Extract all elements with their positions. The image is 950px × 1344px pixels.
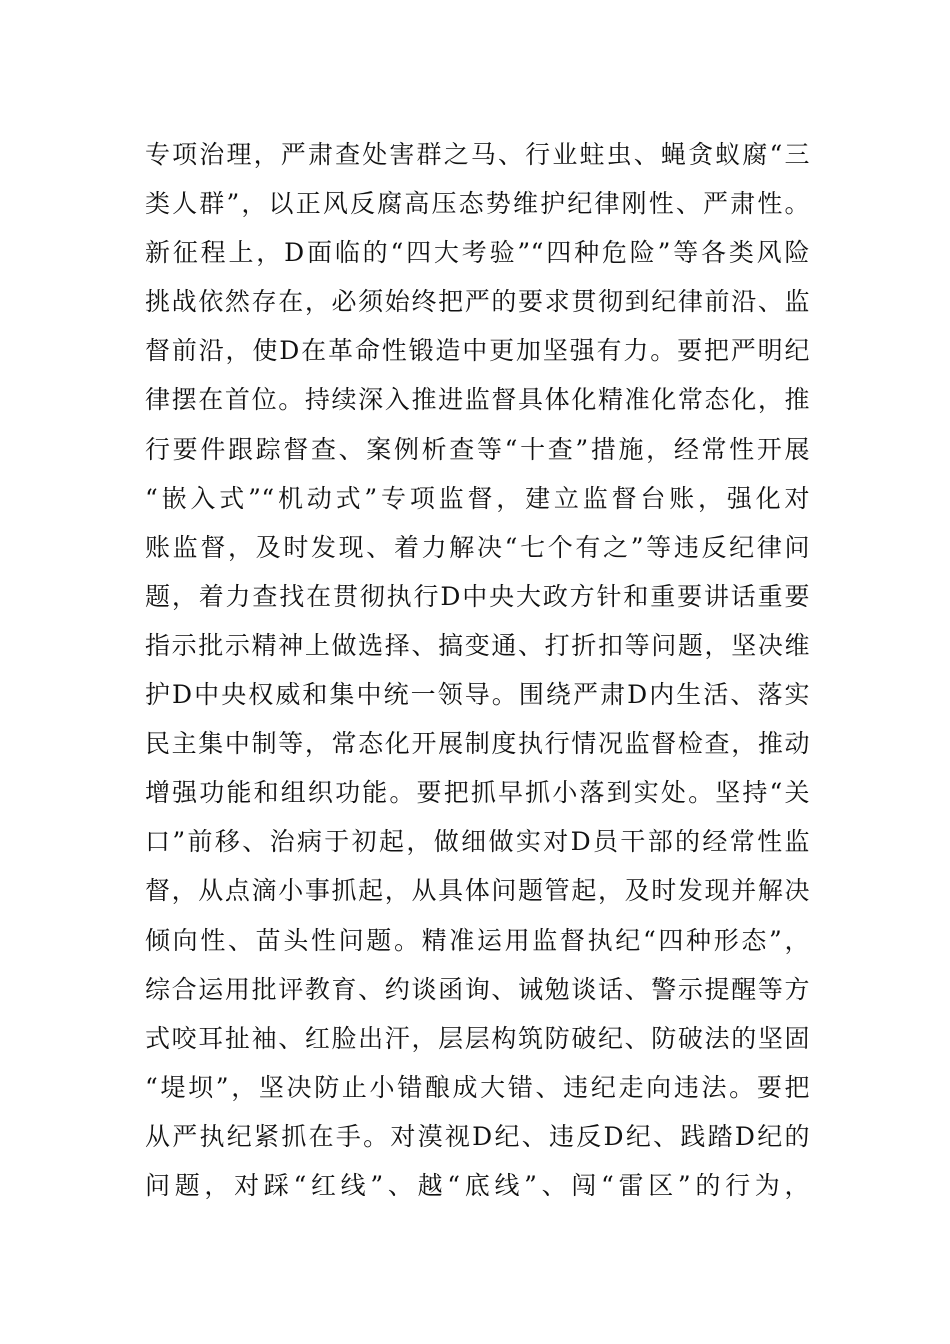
- text-line: 挑战依然存在，必须始终把严的要求贯彻到纪律前沿、监: [145, 287, 810, 317]
- text-line: 专项治理，严肃查处害群之马、行业蛀虫、蝇贪蚁腐“三: [145, 140, 810, 169]
- text-line: 从严执纪紧抓在手。对漠视D纪、违反D纪、践踏D纪的: [145, 1121, 810, 1151]
- text-line: 督前沿，使D在革命性锻造中更加坚强有力。要把严明纪: [145, 336, 810, 366]
- text-line: 新征程上，D面临的“四大考验”“四种危险”等各类风险: [145, 238, 810, 268]
- text-line: “嵌入式”“机动式”专项监督，建立监督台账，强化对: [145, 483, 810, 513]
- text-line: 增强功能和组织功能。要把抓早抓小落到实处。坚持“关: [145, 778, 810, 808]
- text-line: 护D中央权威和集中统一领导。围绕严肃D内生活、落实: [145, 680, 810, 710]
- text-line: 律摆在首位。持续深入推进监督具体化精准化常态化，推: [145, 385, 810, 415]
- text-line: 倾向性、苗头性问题。精准运用监督执纪“四种形态”，: [145, 925, 810, 955]
- text-line: 口”前移、治病于初起，做细做实对D员干部的经常性监: [145, 827, 810, 857]
- text-line: 督，从点滴小事抓起，从具体问题管起，及时发现并解决: [145, 876, 810, 906]
- document-body: [145, 130, 810, 1210]
- text-line: 题，着力查找在贯彻执行D中央大政方针和重要讲话重要: [145, 581, 810, 611]
- text-line: 账监督，及时发现、着力解决“七个有之”等违反纪律问: [145, 532, 810, 562]
- text-line: 综合运用批评教育、约谈函询、诫勉谈话、警示提醒等方: [145, 974, 810, 1004]
- text-line: 指示批示精神上做选择、搞变通、打折扣等问题，坚决维: [145, 630, 810, 660]
- text-line: 类人群”，以正风反腐高压态势维护纪律刚性、严肃性。: [145, 189, 810, 219]
- text-line: 行要件跟踪督查、案例析查等“十查”措施，经常性开展: [145, 434, 810, 464]
- text-line: “堤坝”，坚决防止小错酿成大错、违纪走向违法。要把: [145, 1072, 810, 1102]
- text-line: 式咬耳扯袖、红脸出汗，层层构筑防破纪、防破法的坚固: [145, 1023, 810, 1053]
- text-line: 问题，对踩“红线”、越“底线”、闯“雷区”的行为，: [145, 1170, 810, 1200]
- text-line: 民主集中制等，常态化开展制度执行情况监督检查，推动: [145, 729, 810, 759]
